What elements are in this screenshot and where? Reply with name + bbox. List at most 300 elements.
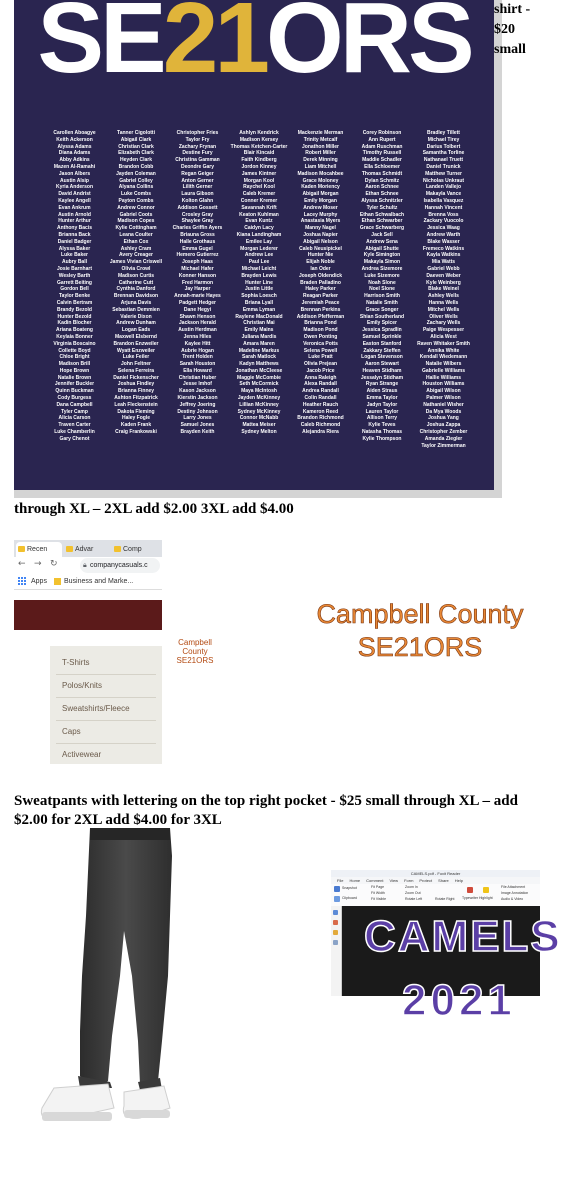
senior-name: James Kintner xyxy=(241,170,277,177)
highlight-icon[interactable] xyxy=(483,887,489,893)
senior-name: Jesse Imhof xyxy=(183,381,212,388)
browser-address-bar xyxy=(14,557,162,575)
senior-name: Sydney Melton xyxy=(241,429,277,436)
tab-file[interactable]: File xyxy=(337,878,344,883)
senior-name: Maddie Schadler xyxy=(362,157,402,164)
senior-name: Keylaia Bonner xyxy=(56,333,93,340)
senior-name: Sophia Loesch xyxy=(241,293,277,300)
senior-name: Taylor Fry xyxy=(185,136,210,143)
senior-name: Thomas Schmidt xyxy=(361,170,403,177)
senior-name: Lilith Gerner xyxy=(182,184,213,191)
senior-name: Joshua Yang xyxy=(428,415,459,422)
senior-name: Madison Kersey xyxy=(239,136,279,143)
menu-item-tshirts[interactable]: T-Shirts xyxy=(62,658,90,667)
senior-name: Sydney McKinney xyxy=(237,408,281,415)
senior-name: Gabrielle Williams xyxy=(421,367,466,374)
senior-name: Mackenzie Merman xyxy=(297,130,344,136)
poster-title-year: 21 xyxy=(162,0,266,94)
senior-name: Briana Lyall xyxy=(244,299,274,306)
folder-icon xyxy=(18,546,25,552)
senior-name: Luke Combs xyxy=(120,191,151,198)
senior-name: Jonathon Miller xyxy=(302,143,339,150)
senior-name: Kadyn Matthews xyxy=(239,361,279,368)
senior-name: Jonathan McCleese xyxy=(235,367,283,374)
ribbon-fit-visible[interactable]: Fit Visible xyxy=(371,897,387,901)
senior-name: Christopher Fries xyxy=(176,130,219,136)
senior-name: Kendall Wiedemann xyxy=(419,354,468,361)
senior-name: Ashley Wells xyxy=(428,293,459,300)
senior-name: Kylie Teves xyxy=(368,422,396,429)
senior-name: Blair Kincaid xyxy=(243,150,275,157)
senior-name: Heaven Stidham xyxy=(362,367,402,374)
senior-name: Nicholas Unkraut xyxy=(422,177,465,184)
senior-name: Hunter Arthur xyxy=(58,218,91,225)
senior-name: Trinity Metcalf xyxy=(303,136,338,143)
senior-name: Addison Pfefferman xyxy=(296,313,345,320)
ribbon-image-annotation[interactable]: Image Annotation xyxy=(501,891,529,895)
senior-name: Kyria Anderson xyxy=(55,184,94,191)
menu-item-caps[interactable]: Caps xyxy=(62,727,81,736)
senior-name: John Feltner xyxy=(120,361,151,368)
senior-name: Kiana Landingham xyxy=(236,231,282,238)
senior-name: Raylene MacDonald xyxy=(235,313,283,320)
senior-name: Jayden Coleman xyxy=(116,170,156,177)
senior-name: Aaron Stewart xyxy=(365,361,399,368)
senior-name: Virginia Boscaino xyxy=(53,340,96,347)
sweatpants-pricing: Sweatpants with lettering on the top right pocket - $25 small through XL – add $2.00 for 2XL add $4.00 for 3XL xyxy=(14,793,518,828)
senior-name: Zachary Frynan xyxy=(178,143,217,150)
senior-name: Selena Ferreira xyxy=(117,367,155,374)
ribbon-file-attachment[interactable]: File Attachment xyxy=(501,885,526,889)
senior-name: Jennifer Buckler xyxy=(54,381,95,388)
senior-name: Jenna Hiles xyxy=(183,333,212,340)
pdf-window-title: CAMELS.pdf - Foxit Reader xyxy=(331,870,540,877)
senior-name: Ethan Schwarber xyxy=(361,218,403,225)
senior-name: Isabella Vasquez xyxy=(423,197,464,204)
senior-name: Shian Southerland xyxy=(359,313,405,320)
senior-name: Alyana Collins xyxy=(118,184,154,191)
senior-name: Brayden Lewis xyxy=(241,272,277,279)
camels-lettering: CAMELS xyxy=(364,912,562,961)
ribbon-audio-video[interactable]: Audio & Video xyxy=(501,897,524,901)
site-header-bar xyxy=(14,600,162,630)
senior-name: Zakkary Steffen xyxy=(363,347,401,354)
senior-name: Shaylee Gray xyxy=(181,218,214,225)
senior-name: Faith Kindberg xyxy=(241,157,277,164)
comments-panel-icon[interactable] xyxy=(333,930,338,935)
senior-name: Jessalyn Stidham xyxy=(360,374,404,381)
senior-name: Morgan Kool xyxy=(243,177,275,184)
folder-icon xyxy=(54,578,61,585)
senior-name: Ethan Cox xyxy=(123,238,149,245)
senior-name: Jacob Price xyxy=(306,367,335,374)
logo-line: Campbell County xyxy=(316,599,524,629)
senior-name: Savannah Krift xyxy=(241,204,277,211)
senior-name: Annah-marie Hayes xyxy=(174,293,221,300)
senior-name: Cynthia Danford xyxy=(116,286,156,293)
poster-title-prefix: SE xyxy=(37,0,163,94)
tab-home[interactable]: Home xyxy=(349,878,361,883)
senior-name: Annika White xyxy=(427,347,460,354)
senior-name: Anna Raleigh xyxy=(304,374,337,381)
senior-name: Addison Gossett xyxy=(177,204,218,211)
senior-name: Kylie Thompson xyxy=(362,435,402,442)
senior-name: Larry Jones xyxy=(183,415,212,422)
menu-item-sweatshirts[interactable]: Sweatshirts/Fleece xyxy=(62,704,130,713)
senior-name: Madison Brill xyxy=(58,361,91,368)
senior-name: Taylor Benke xyxy=(58,293,91,300)
pdf-sidebar xyxy=(331,906,342,996)
name-column xyxy=(167,130,228,449)
name-column xyxy=(44,130,105,449)
senior-name: James Vivian Criswell xyxy=(109,259,163,266)
senior-name: Derek Minning xyxy=(303,157,338,164)
senior-name: Fred Harmon xyxy=(181,279,214,286)
senior-name: Gordon Bell xyxy=(60,286,89,293)
senior-name: Wyatt Enzweiler xyxy=(117,347,155,354)
senior-name: Ashlyn Kendrick xyxy=(239,130,279,136)
senior-name: Haley Parker xyxy=(305,286,336,293)
senior-name: Madison Curtis xyxy=(117,272,155,279)
senior-name: Carollen Aboagye xyxy=(53,130,96,136)
select-tool-icon[interactable] xyxy=(334,896,340,902)
ribbon-clipboard[interactable]: Clipboard xyxy=(342,896,357,900)
senior-name: Connor McNabb xyxy=(239,415,279,422)
senior-name: Andrew Lee xyxy=(244,252,274,259)
senior-name: Nathanael Truett xyxy=(423,157,464,164)
tab-form[interactable]: Form xyxy=(404,878,414,883)
senior-name: Evan Ankrum xyxy=(58,204,91,211)
senior-name: Justin Little xyxy=(244,286,274,293)
reload-icon[interactable]: ↻ xyxy=(50,559,58,569)
senior-name: Selena Powell xyxy=(303,347,338,354)
senior-name: Aubry Ball xyxy=(61,259,87,266)
pdf-ribbon-tabs xyxy=(331,877,540,884)
senior-name: Harrison Smith xyxy=(364,293,400,300)
senior-name: Joseph Oldendick xyxy=(298,272,343,279)
senior-name: Quinn Buckman xyxy=(55,388,94,395)
senior-name: Gary Chenot xyxy=(59,435,90,442)
campbell-county-seniors-logo xyxy=(300,598,540,664)
senior-name: Amara Maren xyxy=(243,340,275,347)
senior-name: Gabriel Coots xyxy=(119,211,153,218)
senior-name: Alicia West xyxy=(430,333,457,340)
senior-name: Andrea Randall xyxy=(302,388,339,395)
senior-name: Ethan Schnee xyxy=(365,191,399,198)
senior-name: Haley Fogle xyxy=(121,415,151,422)
ribbon-highlight[interactable]: Highlight xyxy=(479,896,493,900)
senior-name: Austin Arnold xyxy=(58,211,91,218)
side-price-note xyxy=(494,0,554,60)
senior-name: Noah Slone xyxy=(368,279,396,286)
senior-name: Luke Baker xyxy=(61,252,88,259)
senior-name: Grace Songer xyxy=(365,306,399,313)
senior-name: Michael Tirey xyxy=(427,136,460,143)
senior-name: Ariana Boateng xyxy=(56,327,93,334)
senior-name: Heather Rauch xyxy=(302,401,339,408)
senior-name: Luke Feiler xyxy=(122,354,150,361)
menu-item-activewear[interactable]: Activewear xyxy=(62,750,102,759)
typewriter-icon[interactable] xyxy=(467,887,473,893)
senior-name: Dane Hegyi xyxy=(183,306,212,313)
menu-divider xyxy=(56,697,156,698)
senior-name: David Andrist xyxy=(58,191,91,198)
side-note-line: small xyxy=(494,42,526,57)
senior-name: Trent Holden xyxy=(182,354,213,361)
browser-tab[interactable] xyxy=(112,542,160,557)
senior-name: Anthony Bacis xyxy=(56,225,92,232)
senior-name: Caleb Richmond xyxy=(300,422,341,429)
senior-name: Leah Fleckenstein xyxy=(114,401,158,408)
senior-name: Makayla Vance xyxy=(425,191,462,198)
senior-name: Fremeco Watkins xyxy=(422,245,465,252)
ribbon-rotate-right[interactable]: Rotate Right xyxy=(435,897,455,901)
senior-name: Morgan Lederer xyxy=(240,245,278,252)
senior-name: Joshua Findley xyxy=(117,381,155,388)
tab-label: Advar xyxy=(75,546,94,553)
senior-name: Aiden Straus xyxy=(366,388,398,395)
product-category-menu xyxy=(50,646,162,764)
senior-name: Dana Campbell xyxy=(56,401,93,408)
senior-name: Blake Wasser xyxy=(427,238,460,245)
senior-name: Bradley Tillett xyxy=(427,130,460,136)
attachments-panel-icon[interactable] xyxy=(333,940,338,945)
url-field[interactable] xyxy=(80,558,160,573)
senior-name: Corey Robinson xyxy=(362,130,402,136)
senior-name: Lauren Taylor xyxy=(365,408,399,415)
senior-name: Ann Rupert xyxy=(368,136,396,143)
senior-name: Ella Schloemer xyxy=(364,163,400,170)
logo-line: SE21ORS xyxy=(176,656,214,665)
senior-name: Avery Creager xyxy=(118,252,153,259)
senior-name: Ashton Fitzpatrick xyxy=(114,395,158,402)
senior-name: Kyle Simington xyxy=(363,252,401,259)
tab-comment[interactable]: Comment xyxy=(366,878,384,883)
browser-tab[interactable] xyxy=(64,542,110,557)
browser-screenshot xyxy=(14,540,162,764)
bookmark-panel-icon[interactable] xyxy=(333,910,338,915)
menu-item-polos[interactable]: Polos/Knits xyxy=(62,681,103,690)
senior-name: Logan Stevenson xyxy=(361,354,403,361)
pdf-page-canvas xyxy=(342,906,562,1025)
senior-name: Daniel Badger xyxy=(57,238,92,245)
senior-name: Tyler Schultz xyxy=(366,204,398,211)
senior-name: Mia Watts xyxy=(431,259,456,266)
senior-shirt-poster xyxy=(14,0,502,498)
tab-label: Recen xyxy=(27,546,48,553)
hand-tool-icon[interactable] xyxy=(334,886,340,892)
senior-name: Brianna Finney xyxy=(117,388,155,395)
senior-name: Cody Burgess xyxy=(57,395,92,402)
bookmark-apps[interactable]: Apps xyxy=(31,578,47,585)
senior-name: Logan Eads xyxy=(121,327,151,334)
senior-name: Dakota Fleming xyxy=(117,408,155,415)
tab-protect[interactable]: Protect xyxy=(419,878,433,883)
senior-name: Paige Wespesser xyxy=(422,327,465,334)
senior-name: Lillian McKinney xyxy=(239,401,279,408)
senior-name: Andrew Dunham xyxy=(116,320,156,327)
senior-name: Mattea Meiser xyxy=(242,422,276,429)
senior-name: Andrea Sizemore xyxy=(361,265,403,272)
senior-name: Andrew Moser xyxy=(303,204,338,211)
senior-name: Emily Morgan xyxy=(304,197,337,204)
senior-name: Austin Herdman xyxy=(178,327,217,334)
senior-name: Hannah Vincent xyxy=(424,204,463,211)
senior-name: Hemero Gutierrez xyxy=(176,252,219,259)
senior-name: Keaton Kuhlman xyxy=(239,211,279,218)
senior-name: Jayden McKinney xyxy=(237,395,281,402)
senior-name: Austin Alsip xyxy=(60,177,89,184)
senior-name: Brianna Pond xyxy=(304,320,337,327)
menu-divider xyxy=(56,720,156,721)
senior-name: Joseph Haas xyxy=(182,259,213,266)
senior-name: Mazen Al-Ramahi xyxy=(53,163,96,170)
senior-name: Christina Gamman xyxy=(175,157,220,164)
senior-name: Natasha Thomas xyxy=(361,429,402,436)
senior-name: Grace Moloney xyxy=(302,177,339,184)
forward-arrow-icon[interactable]: → xyxy=(34,559,42,569)
senior-name: Noel Slone xyxy=(369,286,395,293)
senior-name: Catherine Cutt xyxy=(118,279,154,286)
senior-name: Ryan Strange xyxy=(365,381,399,388)
senior-name: Abby Adkins xyxy=(59,157,90,164)
senior-name: Wesley Barth xyxy=(58,272,91,279)
ribbon-zoom-out[interactable]: Zoom Out xyxy=(405,891,421,895)
senior-name: Aaron Schnee xyxy=(365,184,399,191)
senior-name: Hope Brown xyxy=(59,367,90,374)
senior-name: Daeven Weber xyxy=(426,272,461,279)
senior-name: Anton Gerner xyxy=(181,177,214,184)
senior-name: Daniel Fickenscher xyxy=(113,374,159,381)
senior-name: Christian Mai xyxy=(243,320,275,327)
senior-name: Maya McIntosh xyxy=(241,388,277,395)
senior-name: Jessica Spradlin xyxy=(362,327,402,334)
senior-name: Allison Terry xyxy=(366,415,398,422)
senior-name: Christian Clark xyxy=(118,143,154,150)
senior-name: Grace Schwarberg xyxy=(359,225,405,232)
ribbon-fit-page[interactable]: Fit Page xyxy=(371,885,385,889)
senior-name: Hallie Williams xyxy=(426,374,461,381)
senior-name: Craig Frankowski xyxy=(115,429,157,436)
senior-name: Jeremiah Peace xyxy=(301,299,340,306)
senior-name: Lacey Murphy xyxy=(303,211,338,218)
senior-name: Madison Mocahbee xyxy=(297,170,344,177)
browser-tab[interactable] xyxy=(16,542,62,557)
senior-name: Colin Randall xyxy=(304,395,337,402)
senior-name: Christian Huber xyxy=(178,374,217,381)
back-arrow-icon[interactable]: ← xyxy=(18,559,26,569)
senior-name: Caleb Neusipickel xyxy=(299,245,342,252)
senior-name: Jay Harper xyxy=(184,286,211,293)
senior-name: Garrett Beiting xyxy=(56,279,92,286)
senior-name: Brandon Richmond xyxy=(297,415,344,422)
senior-name: Luke Chamberlin xyxy=(54,429,95,436)
senior-name: Jordon Kinney xyxy=(241,163,277,170)
senior-name: Liam Mitchell xyxy=(304,163,337,170)
senior-name: Da Mya Woods xyxy=(425,408,462,415)
tab-view[interactable]: View xyxy=(389,878,399,883)
senior-name: Evan Kuntz xyxy=(245,218,273,225)
senior-name: Kameron Reed xyxy=(302,408,339,415)
senior-name: Halle Grothaus xyxy=(179,238,216,245)
senior-name: Madison Pond xyxy=(303,327,338,334)
senior-name: Kyle Weinberg xyxy=(426,279,461,286)
senior-name: Zackary Vuocolo xyxy=(423,218,464,225)
senior-name: Kylie Cottingham xyxy=(115,225,157,232)
senior-name: Collette Boyd xyxy=(58,347,91,354)
senior-name: Maxwell Elsbernd xyxy=(115,333,157,340)
url-text: companycasuals.c xyxy=(90,562,148,569)
ribbon-fit-width[interactable]: Fit Width xyxy=(371,891,385,895)
senior-name: Keith Ackerson xyxy=(56,136,93,143)
ribbon-zoom-in[interactable]: Zoom In xyxy=(405,885,418,889)
senior-name: Kaden Moriency xyxy=(301,184,340,191)
senior-name: Madison Copes xyxy=(117,218,155,225)
senior-name: Darius Tolbert xyxy=(426,143,461,150)
pages-panel-icon[interactable] xyxy=(333,920,338,925)
senior-name: Veronica Potts xyxy=(303,340,338,347)
year-lettering: 2021 xyxy=(402,976,516,1025)
senior-name: Payton Combs xyxy=(118,197,154,204)
senior-name: Blake Weinel xyxy=(428,286,459,293)
senior-name: Kierstin Jackson xyxy=(177,395,218,402)
senior-name: Michael Hafer xyxy=(181,265,214,272)
senior-name: Jadyn Taylor xyxy=(366,401,398,408)
ribbon-snapshot[interactable]: Snapshot xyxy=(342,886,357,890)
tab-help[interactable]: Help xyxy=(454,878,464,883)
senior-name: Brianna Back xyxy=(58,231,91,238)
senior-name: Daniel Trunick xyxy=(426,163,461,170)
senior-name: Kason Jackson xyxy=(179,388,216,395)
senior-name: Kayla Watkins xyxy=(426,252,461,259)
senior-name: Jessica Waag xyxy=(427,225,460,232)
senior-name: Joshua Napier xyxy=(303,231,338,238)
senior-name: Makayla Simon xyxy=(363,259,401,266)
senior-name: Briauna Gross xyxy=(180,231,215,238)
senior-name: Brandon Enzweiler xyxy=(113,340,159,347)
senior-name: Alyssa Adams xyxy=(57,143,92,150)
senior-name: Abigail Shutte xyxy=(365,245,399,252)
senior-name: Chloe Bright xyxy=(59,354,90,361)
senior-name: Arjuna Davis xyxy=(120,299,152,306)
ribbon-typewriter[interactable]: Typewriter xyxy=(462,896,479,900)
senior-name: Michael Leicht xyxy=(241,265,277,272)
senior-name: Brenna Voss xyxy=(428,211,459,218)
senior-name: Sarah Matlock xyxy=(242,354,276,361)
senior-name: Kadin Blocher xyxy=(57,320,92,327)
senior-name: Alyssa Schnitzler xyxy=(361,197,403,204)
sweatpants-image xyxy=(20,826,180,1136)
folder-icon xyxy=(66,546,73,552)
name-column xyxy=(413,130,474,449)
senior-name: Oliver Wells xyxy=(429,313,458,320)
bookmark-business[interactable]: Business and Marke... xyxy=(64,578,134,585)
senior-name: Padgett Hedger xyxy=(179,299,216,306)
senior-name: Caidyn Lacy xyxy=(244,225,274,232)
senior-name: Anastasia Myers xyxy=(300,218,341,225)
senior-name: Josie Barnhart xyxy=(56,265,92,272)
senior-name: Braden Palladino xyxy=(300,279,341,286)
folder-icon xyxy=(114,546,121,552)
pdf-editor-screenshot xyxy=(331,870,562,1025)
senior-name: Emma Gugel xyxy=(182,245,213,252)
senior-name: Crosley Gray xyxy=(181,211,214,218)
tab-share[interactable]: Share xyxy=(438,878,449,883)
ribbon-rotate-left[interactable]: Rotate Left xyxy=(405,897,423,901)
apps-grid-icon[interactable] xyxy=(18,577,27,586)
senior-name: Regan Geiger xyxy=(181,170,214,177)
name-column xyxy=(106,130,167,449)
